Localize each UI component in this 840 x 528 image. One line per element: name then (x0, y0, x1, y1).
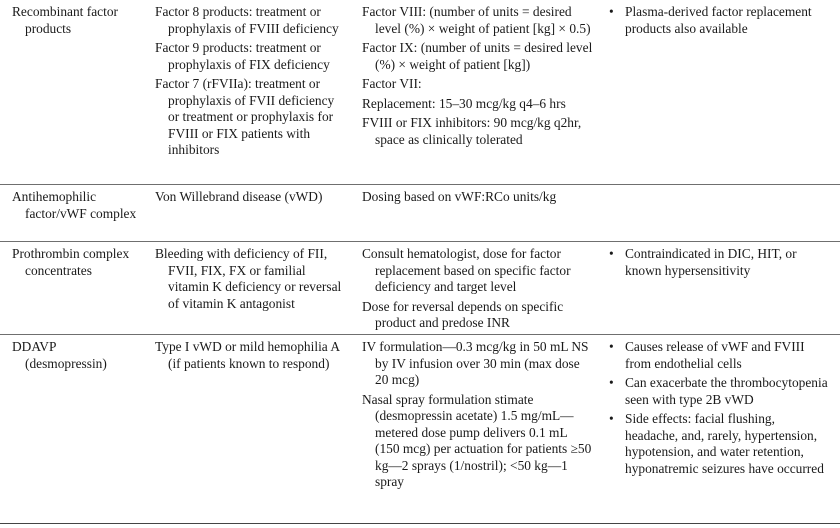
indication-cell (155, 4, 347, 162)
agent-cell (12, 339, 140, 375)
row-divider (0, 241, 840, 242)
dosing-cell (362, 339, 594, 494)
dosing-text: Dose for reversal depends on specific product and predose INR (362, 298, 564, 330)
dosing-text: Factor VIII: (number of units = desired level (%) × weight of patient [kg] × 0.5) (362, 4, 591, 36)
agent-cell (12, 189, 140, 225)
dosing-text: FVIII or FIX inhibitors: 90 mcg/kg q2hr, space as clinically tolerated (362, 115, 582, 147)
dosing-cell (362, 189, 594, 209)
comment-cell (609, 4, 831, 40)
agent-cell (12, 4, 140, 40)
indication-text: Factor 8 products: treatment or prophylaxis of FVIII deficiency (155, 4, 339, 36)
dosing-cell (362, 4, 594, 151)
indication-cell (155, 246, 347, 315)
dosing-text: Replacement: 15–30 mcg/kg q4–6 hrs (362, 95, 566, 111)
comment-cell (609, 339, 831, 480)
comment-bullet: • Side effects: facial flushing, headache, and, rarely, hypertension, hypotension, and water retention, hyponatremic seizures have occurred (609, 411, 831, 477)
dosing-cell (362, 246, 594, 335)
comment-bullet: • Plasma-derived factor replacement products also available (609, 4, 831, 37)
indication-cell (155, 189, 347, 209)
indication-text: Factor 9 products: treatment or prophylaxis of FIX deficiency (155, 40, 330, 72)
agent-name: Antihemophilic factor/vWF complex (12, 189, 137, 221)
comment-bullet: • Can exacerbate the thrombocytopenia seen with type 2B vWD (609, 375, 831, 408)
indication-text: Type I vWD or mild hemophilia A (if patients known to respond) (155, 339, 340, 371)
comment-bullet: • Causes release of vWF and FVIII from endothelial cells (609, 339, 831, 372)
comment-bullet: • Contraindicated in DIC, HIT, or known hypersensitivity (609, 246, 831, 279)
dosing-text: Factor IX: (number of units = desired level (%) × weight of patient [kg]) (362, 40, 593, 72)
agent-cell (12, 246, 140, 282)
table-bottom-rule (0, 523, 840, 524)
row-divider (0, 184, 840, 185)
dosing-text: Nasal spray formulation stimate (desmopressin acetate) 1.5 mg/mL—metered dose pump delivers 0.1 mL (150 mcg) per actuation for patients ≥50 kg—2 sprays (1/nostril); <50 kg—1 spray (362, 391, 592, 489)
dosing-text: Factor VII: (362, 76, 422, 91)
indication-text: Factor 7 (rFVIIa): treatment or prophylaxis of FVII deficiency or treatment or prophylaxis for FVIII or FIX patients with inhibitors (155, 76, 335, 157)
dosing-text: Dosing based on vWF:RCo units/kg (362, 189, 557, 204)
indication-text: Von Willebrand disease (vWD) (155, 189, 323, 204)
agent-name: Prothrombin complex concentrates (12, 246, 130, 278)
dosing-text: Consult hematologist, dose for factor replacement based on specific factor deficiency and target level (362, 246, 571, 294)
indication-cell (155, 339, 347, 375)
agent-name: DDAVP (desmopressin) (12, 339, 107, 371)
comment-cell (609, 246, 831, 282)
agent-name: Recombinant factor products (12, 4, 118, 36)
indication-text: Bleeding with deficiency of FII, FVII, FIX, FX or familial vitamin K deficiency or reversal of vitamin K antagonist (155, 246, 342, 311)
row-divider (0, 334, 840, 335)
dosing-text: IV formulation—0.3 mcg/kg in 50 mL NS by IV infusion over 30 min (max dose 20 mcg) (362, 339, 589, 387)
